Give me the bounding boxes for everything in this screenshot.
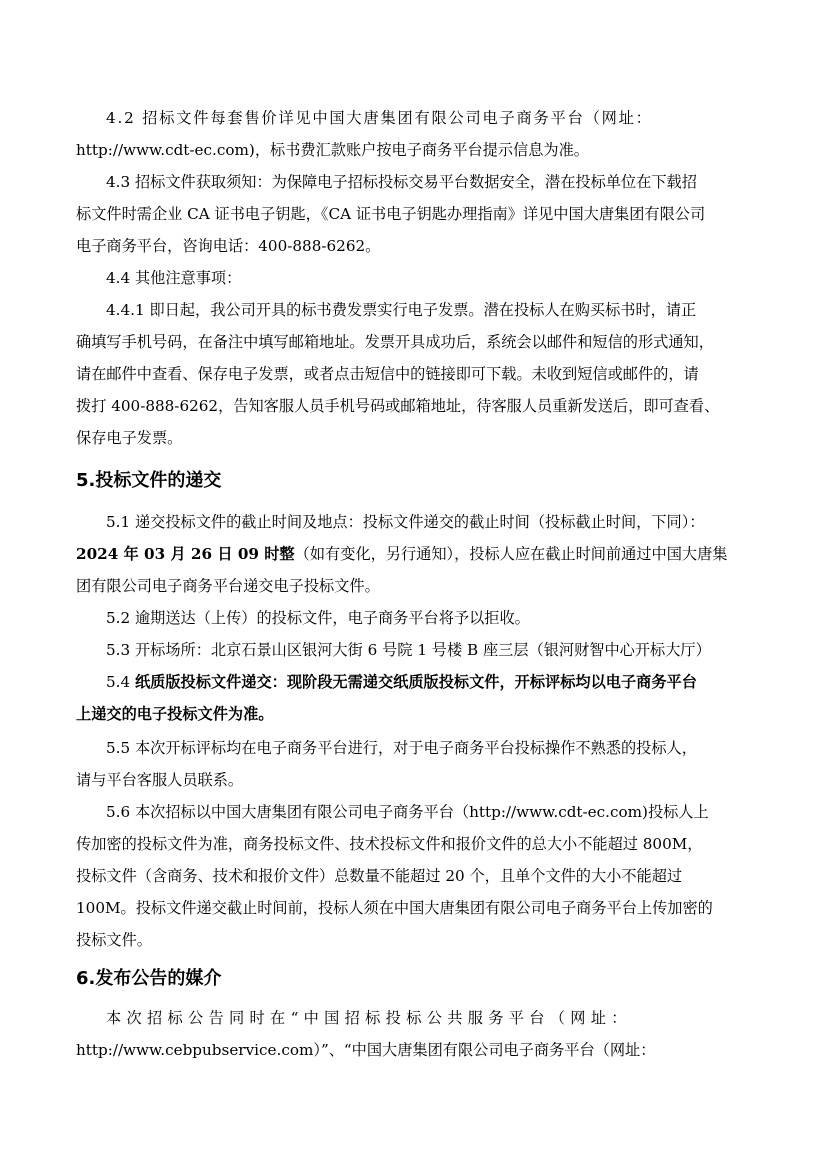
paragraph-4-4-line-1: 4.4 其他注意事项： xyxy=(106,269,242,287)
paragraph-4-3-line-1: 4.3 招标文件获取须知：为保障电子招标投标交易平台数据安全，潜在投标单位在下载招 xyxy=(106,173,697,191)
paragraph-4-4-1 xyxy=(76,294,756,454)
paragraph-5-1-line-2 xyxy=(76,538,756,570)
paragraph-4-2-line-1: 4.2 招标文件每套售价详见中国大唐集团有限公司电子商务平台（网址： xyxy=(106,109,653,127)
paragraph-4-4-1-line-2: 确填写手机号码，在备注中填写邮箱地址。发票开具成功后，系统会以邮件和短信的形式通知， xyxy=(76,333,714,351)
section-6-heading: 6.发布公告的媒介 xyxy=(76,968,222,989)
paragraph-5-1-line-3: 团有限公司电子商务平台递交电子投标文件。 xyxy=(76,577,380,595)
paragraph-5-3-line-1: 5.3 开标场所：北京石景山区银河大街 6 号院 1 号楼 B 座三层（银河财智中心开标大厅） xyxy=(106,641,711,659)
paragraph-5-5-line-2: 请与平台客服人员联系。 xyxy=(76,771,244,789)
paragraph-5-5-line-1: 5.5 本次开标评标均在电子商务平台进行，对于电子商务平台投标操作不熟悉的投标人， xyxy=(106,739,697,757)
paragraph-5-1-line-2-rest: （如有变化，另行通知），投标人应在截止时间前通过中国大唐集 xyxy=(294,545,728,563)
paragraph-5-6-line-5: 投标文件。 xyxy=(76,931,152,949)
paragraph-6 xyxy=(76,1002,756,1066)
paragraph-5-2 xyxy=(76,602,756,634)
paragraph-4-4 xyxy=(76,262,756,294)
paragraph-5-1-line-1: 5.1 递交投标文件的截止时间及地点：投标文件递交的截止时间（投标截止时间，下同）： xyxy=(106,513,705,531)
paragraph-5-4-bold-1: 纸质版投标文件递交：现阶段无需递交纸质版投标文件，开标评标均以电子商务平台 xyxy=(134,673,697,691)
paragraph-4-4-1-line-1: 4.4.1 即日起，我公司开具的标书费发票实行电子发票。潜在投标人在购买标书时，请正 xyxy=(106,301,697,319)
section-5-heading: 5.投标文件的递交 xyxy=(76,470,222,491)
paragraph-4-3 xyxy=(76,166,756,262)
paragraph-4-4-1-line-4: 拨打 400-888-6262，告知客服人员手机号码或邮箱地址，待客服人员重新发送后，即可查看、 xyxy=(76,397,720,415)
paragraph-5-4-line-1 xyxy=(76,666,756,698)
paragraph-5-6-line-2: 传加密的投标文件为准，商务投标文件、技术投标文件和报价文件的总大小不能超过 800M， xyxy=(76,835,703,853)
paragraph-4-2 xyxy=(76,102,756,166)
paragraph-5-4-number: 5.4 xyxy=(106,673,135,691)
paragraph-5-6-line-4: 100M。投标文件递交截止时间前，投标人须在中国大唐集团有限公司电子商务平台上传加密的 xyxy=(76,899,713,917)
paragraph-5-6 xyxy=(76,796,756,956)
paragraph-4-3-line-3: 电子商务平台，咨询电话：400-888-6262。 xyxy=(76,237,381,255)
paragraph-5-2-line-1: 5.2 逾期送达（上传）的投标文件，电子商务平台将予以拒收。 xyxy=(106,609,530,627)
paragraph-5-1 xyxy=(76,506,756,602)
paragraph-5-6-line-1: 5.6 本次招标以中国大唐集团有限公司电子商务平台（http://www.cdt-ec.com)投标人上 xyxy=(106,803,709,821)
paragraph-4-3-line-2: 标文件时需企业 CA 证书电子钥匙，《CA 证书电子钥匙办理指南》详见中国大唐集团有限公司 xyxy=(76,205,706,223)
paragraph-5-5 xyxy=(76,732,756,796)
paragraph-5-4 xyxy=(76,666,756,730)
paragraph-6-line-2: http://www.cebpubservice.com）”、“中国大唐集团有限公司电子商务平台（网址： xyxy=(76,1041,656,1059)
paragraph-4-2-line-2: http://www.cdt-ec.com)，标书费汇款账户按电子商务平台提示信息为准。 xyxy=(76,141,589,159)
paragraph-5-4-line-2: 上递交的电子投标文件为准。 xyxy=(76,705,274,723)
paragraph-4-4-1-line-3: 请在邮件中查看、保存电子发票，或者点击短信中的链接即可下载。未收到短信或邮件的，请 xyxy=(76,365,699,383)
paragraph-4-4-1-line-5: 保存电子发票。 xyxy=(76,429,183,447)
paragraph-5-6-line-3: 投标文件（含商务、技术和报价文件）总数量不能超过 20 个，且单个文件的大小不能超过 xyxy=(76,867,683,885)
paragraph-5-3 xyxy=(76,634,756,666)
deadline-date: 2024 年 03 月 26 日 09 时整 xyxy=(76,545,295,563)
paragraph-6-line-1: 本次招标公告同时在“中国招标投标公共服务平台（网址： xyxy=(106,1009,632,1027)
